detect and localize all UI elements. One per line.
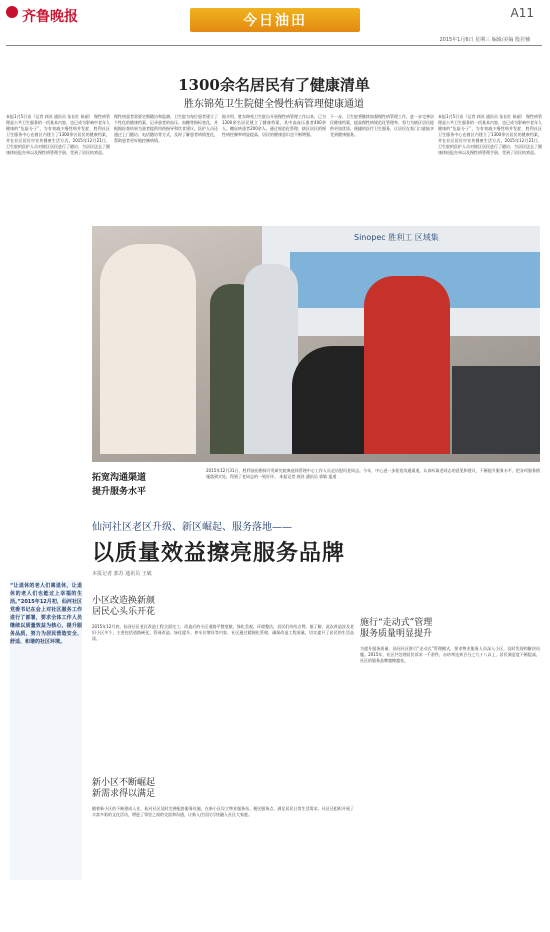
- sidebar-quote: “让退休的老人们离退休，让退休的老人们也能过上幸福的生活。”2015年12月初，仙河社区党委书记在会上对社区服务工作进行了部署，要求全体工作人员继续以质量效益为核心，提升服务品质，努力为居民营造安全、舒适、和谐的社区环境。: [10, 583, 82, 645]
- feature-headline: 以质量效益擦亮服务品牌: [92, 540, 346, 566]
- photo-caption: 2015年12月31日，胜利油田勘探开发研究院离退休管理中心工作人员走访慰问老同志。今年，中心进一步拓宽沟通渠道，认真听取老同志的意见和建议，不断提升服务水平，把各项服务措施落到实处，得到了老同志的一致好评。 本报记者 郭苏 通讯员 郭敏 报道: [206, 468, 540, 479]
- lead-column-1: 本报1月5日讯（记者 郭苏 通讯员 张长红 陈丽） 慢性病管理是公共卫生服务的一项基本内容，也已成为影响中老年人健康的“危险分子”，为有效减少慢性病并发症，胜利社区卫生服务中心在辖区内建立了1300余名居民的健康档案，并在社区居民中宣传健康生活方式。2015年12月21日，卫生院的医护人员对辖区居民进行了随访，为居民送去了健康体检报告单以及慢性病管理手册，受到了居民的欢迎。: [6, 114, 110, 155]
- new-communities-text: 随着新小区的不断建成入住，仙河社区及时完善配套服务设施，在新小区设立物业服务站、便民服务点，满足居民日常生活需求。社区还组织开展了丰富多彩的文化活动，增进了邻里之间的交流和沟通，让新入住居民尽快融入社区大家庭。: [92, 806, 354, 817]
- lead-subhead: 胜东锦苑卫生院健全慢性病管理健康通道: [184, 99, 364, 110]
- feature-byline: 本报记者 郭苏 通讯员 王敏: [92, 571, 152, 577]
- lead-column-2: 慢性病患者需要定期随访和监测，卫生院为每位患者建立了个性化的健康档案，记录患者的血压、血糖等指标变化，并根据检查结果为患者提供用药指导和饮食建议。医护人员还通过上门随访、电话随访等方式，及时了解患者病情变化，帮助患者更好地控制病情。: [114, 114, 218, 143]
- subhead-new-communities: 新小区不断崛起 新需求得以满足: [92, 778, 156, 799]
- page-number: A11: [510, 6, 534, 20]
- masthead: [0, 0, 550, 44]
- newspaper-name: 齐鲁晚报: [22, 9, 78, 25]
- news-photo: [92, 226, 540, 462]
- photo-sign-text: Sinopec 胜利工 区域集: [354, 233, 439, 242]
- lead-headline: 1300余名居民有了健康清单: [178, 76, 370, 94]
- subhead-walking-management: 施行“走动式”管理 服务质量明显提升: [360, 618, 433, 639]
- photo-caption-title: 拓宽沟通渠道 提升服务水平: [92, 473, 147, 497]
- lead-column-5: 本报1月5日讯（记者 郭苏 通讯员 张长红 陈丽） 慢性病管理是公共卫生服务的一项基本内容，也已成为影响中老年人健康的“危险分子”，为有效减少慢性病并发症，胜利社区卫生服务中心在辖区内建立了1300余名居民的健康档案，并在社区居民中宣传健康生活方式。2015年12月21日，卫生院的医护人员对辖区居民进行了随访，为居民送去了健康体检报告单以及慢性病管理手册，受到了居民的欢迎。: [438, 114, 542, 155]
- subhead-renovation: 小区改造换新颜 居民心头乐开花: [92, 596, 156, 617]
- lead-column-3: 据介绍，胜东锦苑卫生院自开展慢性病管理工作以来，已为1300余名居民建立了健康档案，其中高血压患者400余人，糖尿病患者200余人。通过规范化管理，辖区居民的慢性病控制率明显提高，居民的健康意识也不断增强。: [222, 114, 326, 137]
- top-divider: [6, 45, 542, 46]
- feature-kicker: 仙河社区老区升级、新区崛起、服务落地——: [92, 522, 292, 533]
- renovation-text: 2015年12月底，仙河社区老区改造工程全面完工，改造后的小区道路平整宽敞，绿化美观，环境整洁，居民们纷纷点赞。据了解，此次改造涉及老旧小区多个，主要包括道路硬化、管网改造、绿化提升、停车位增设等内容，社区通过精细化管理，确保改造工程质量，切实提升了居民的生活品质。: [92, 624, 354, 641]
- newspaper-logo-icon: [6, 6, 18, 18]
- walking-management-text: 为提升服务质量，仙河社区推行“走动式”管理模式，要求物业服务人员深入小区，及时发现和解决问题。2015年，社区共处理居民诉求一千余件，办结率达到百分之九十八以上，居民满意度不断提高，社区的服务品牌越擦越亮。: [360, 646, 540, 663]
- lead-column-4: 下一步，卫生院将继续加强慢性病管理工作，进一步完善居民健康档案，提高慢性病规范化管理率，努力为辖区居民提供更加优质、便捷的医疗卫生服务，让居民在家门口就能享受到健康服务。: [330, 114, 434, 137]
- section-title: 今日油田: [243, 13, 307, 29]
- dateline: 2015年1月6日 星期三 编辑/美编 殷若楠: [439, 37, 530, 43]
